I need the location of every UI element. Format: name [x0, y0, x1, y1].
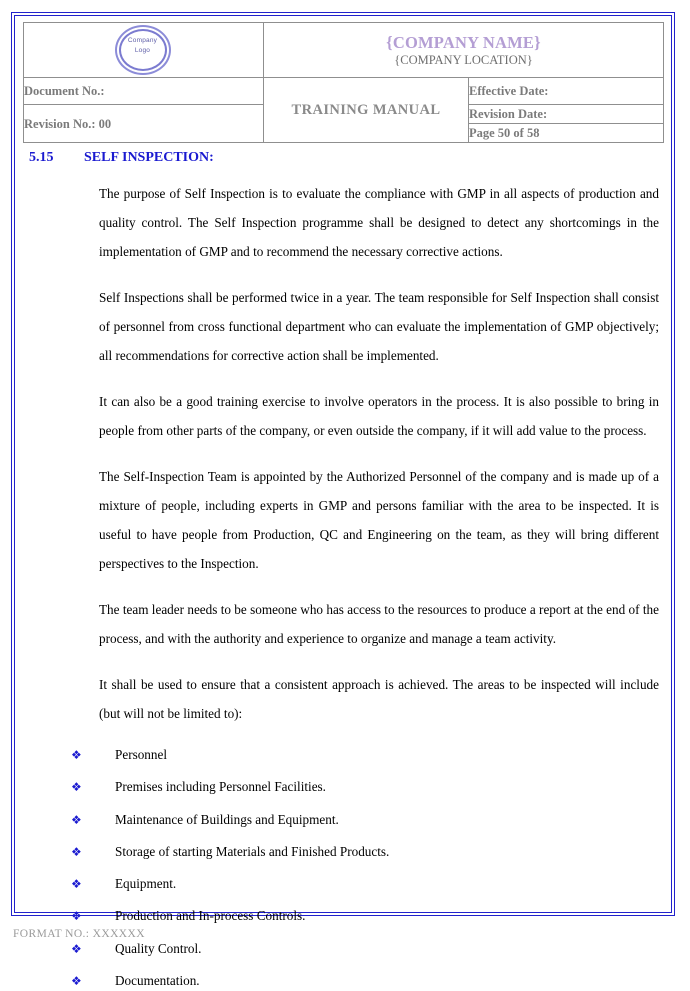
- paragraph: The Self-Inspection Team is appointed by the Authorized Personnel of the company and is made up of a mixture of people, including experts in GMP and persons familiar with the area to be inspected. It is useful to have people from Production, QC and Engineering on the team, as they will bring different perspectives to the Inspection.: [99, 469, 659, 571]
- logo-text-line2: Logo: [134, 47, 151, 54]
- list-item-label: Premises including Personnel Facilities.: [115, 779, 326, 795]
- revision-date-label: Revision Date:: [469, 105, 664, 124]
- section-heading: [23, 148, 663, 167]
- list-item-label: Maintenance of Buildings and Equipment.: [115, 811, 339, 827]
- document-header-table: [23, 22, 664, 143]
- diamond-bullet-icon: ❖: [71, 812, 82, 827]
- effective-date-label: Effective Date:: [469, 78, 664, 105]
- diamond-bullet-icon: ❖: [71, 877, 82, 892]
- company-logo-cell: [24, 23, 264, 78]
- list-item: [23, 745, 663, 765]
- diamond-bullet-icon: ❖: [71, 974, 82, 989]
- list-item: [23, 842, 663, 862]
- list-item-label: Personnel: [115, 747, 168, 762]
- list-item: [23, 939, 663, 959]
- section-number: 5.15: [29, 150, 54, 165]
- company-location: {COMPANY LOCATION}: [394, 52, 533, 67]
- diamond-bullet-icon: ❖: [71, 748, 82, 762]
- page-number-label: Page 50 of 58: [469, 124, 664, 143]
- company-logo: [113, 24, 175, 76]
- section-body: [99, 179, 659, 728]
- paragraph: The purpose of Self Inspection is to evaluate the compliance with GMP in all aspects of production and quality control. The Self Inspection programme shall be designed to detect any shortcomings in the implementation of GMP and to recommend the necessary corrective actions.: [99, 186, 659, 259]
- list-item-label: Storage of starting Materials and Finished Products.: [115, 843, 390, 859]
- paragraph: The team leader needs to be someone who has access to the resources to produce a report at the end of the process, and with the authority and experience to organize and manage a team activity.: [99, 602, 659, 646]
- document-title-cell: [264, 78, 469, 143]
- paragraph: Self Inspections shall be performed twice in a year. The team responsible for Self Inspection shall consist of personnel from cross functional department who can evaluate the implementation of GMP objectively; all recommendations for corrective action shall be implemented.: [99, 290, 659, 363]
- list-item: [23, 810, 663, 830]
- paragraph: It can also be a good training exercise to involve operators in the process. It is also possible to bring in people from other parts of the company, or even outside the company, if it will add value to the process.: [99, 394, 659, 438]
- list-item-label: Equipment.: [115, 876, 177, 892]
- inspection-areas-list: [23, 745, 663, 991]
- diamond-bullet-icon: ❖: [71, 844, 82, 859]
- header-meta-row-1: [24, 78, 664, 105]
- logo-text-line1: Company: [127, 37, 158, 44]
- header-title-row: [24, 23, 664, 78]
- logo-text: [113, 36, 173, 56]
- list-item: [23, 971, 663, 991]
- list-item-label: Production and In-process Controls.: [115, 908, 306, 924]
- list-item-label: Documentation.: [115, 973, 200, 989]
- diamond-bullet-icon: ❖: [71, 941, 82, 956]
- list-item: [23, 906, 663, 926]
- section-title: SELF INSPECTION:: [84, 150, 214, 165]
- company-name: {COMPANY NAME}: [386, 32, 541, 52]
- list-item: [23, 874, 663, 894]
- revision-no-label: Revision No.: 00: [24, 105, 264, 143]
- list-item-label: Quality Control.: [115, 940, 202, 956]
- diamond-bullet-icon: ❖: [71, 909, 82, 924]
- document-title: TRAINING MANUAL: [291, 102, 441, 118]
- footer-format-no: FORMAT NO.: XXXXXX: [13, 928, 145, 940]
- document-no-label: Document No.:: [24, 78, 264, 105]
- diamond-bullet-icon: ❖: [71, 780, 82, 795]
- list-item: [23, 777, 663, 797]
- paragraph: It shall be used to ensure that a consistent approach is achieved. The areas to be inspected will include (but will not be limited to):: [99, 677, 659, 721]
- company-identity-cell: [264, 23, 664, 78]
